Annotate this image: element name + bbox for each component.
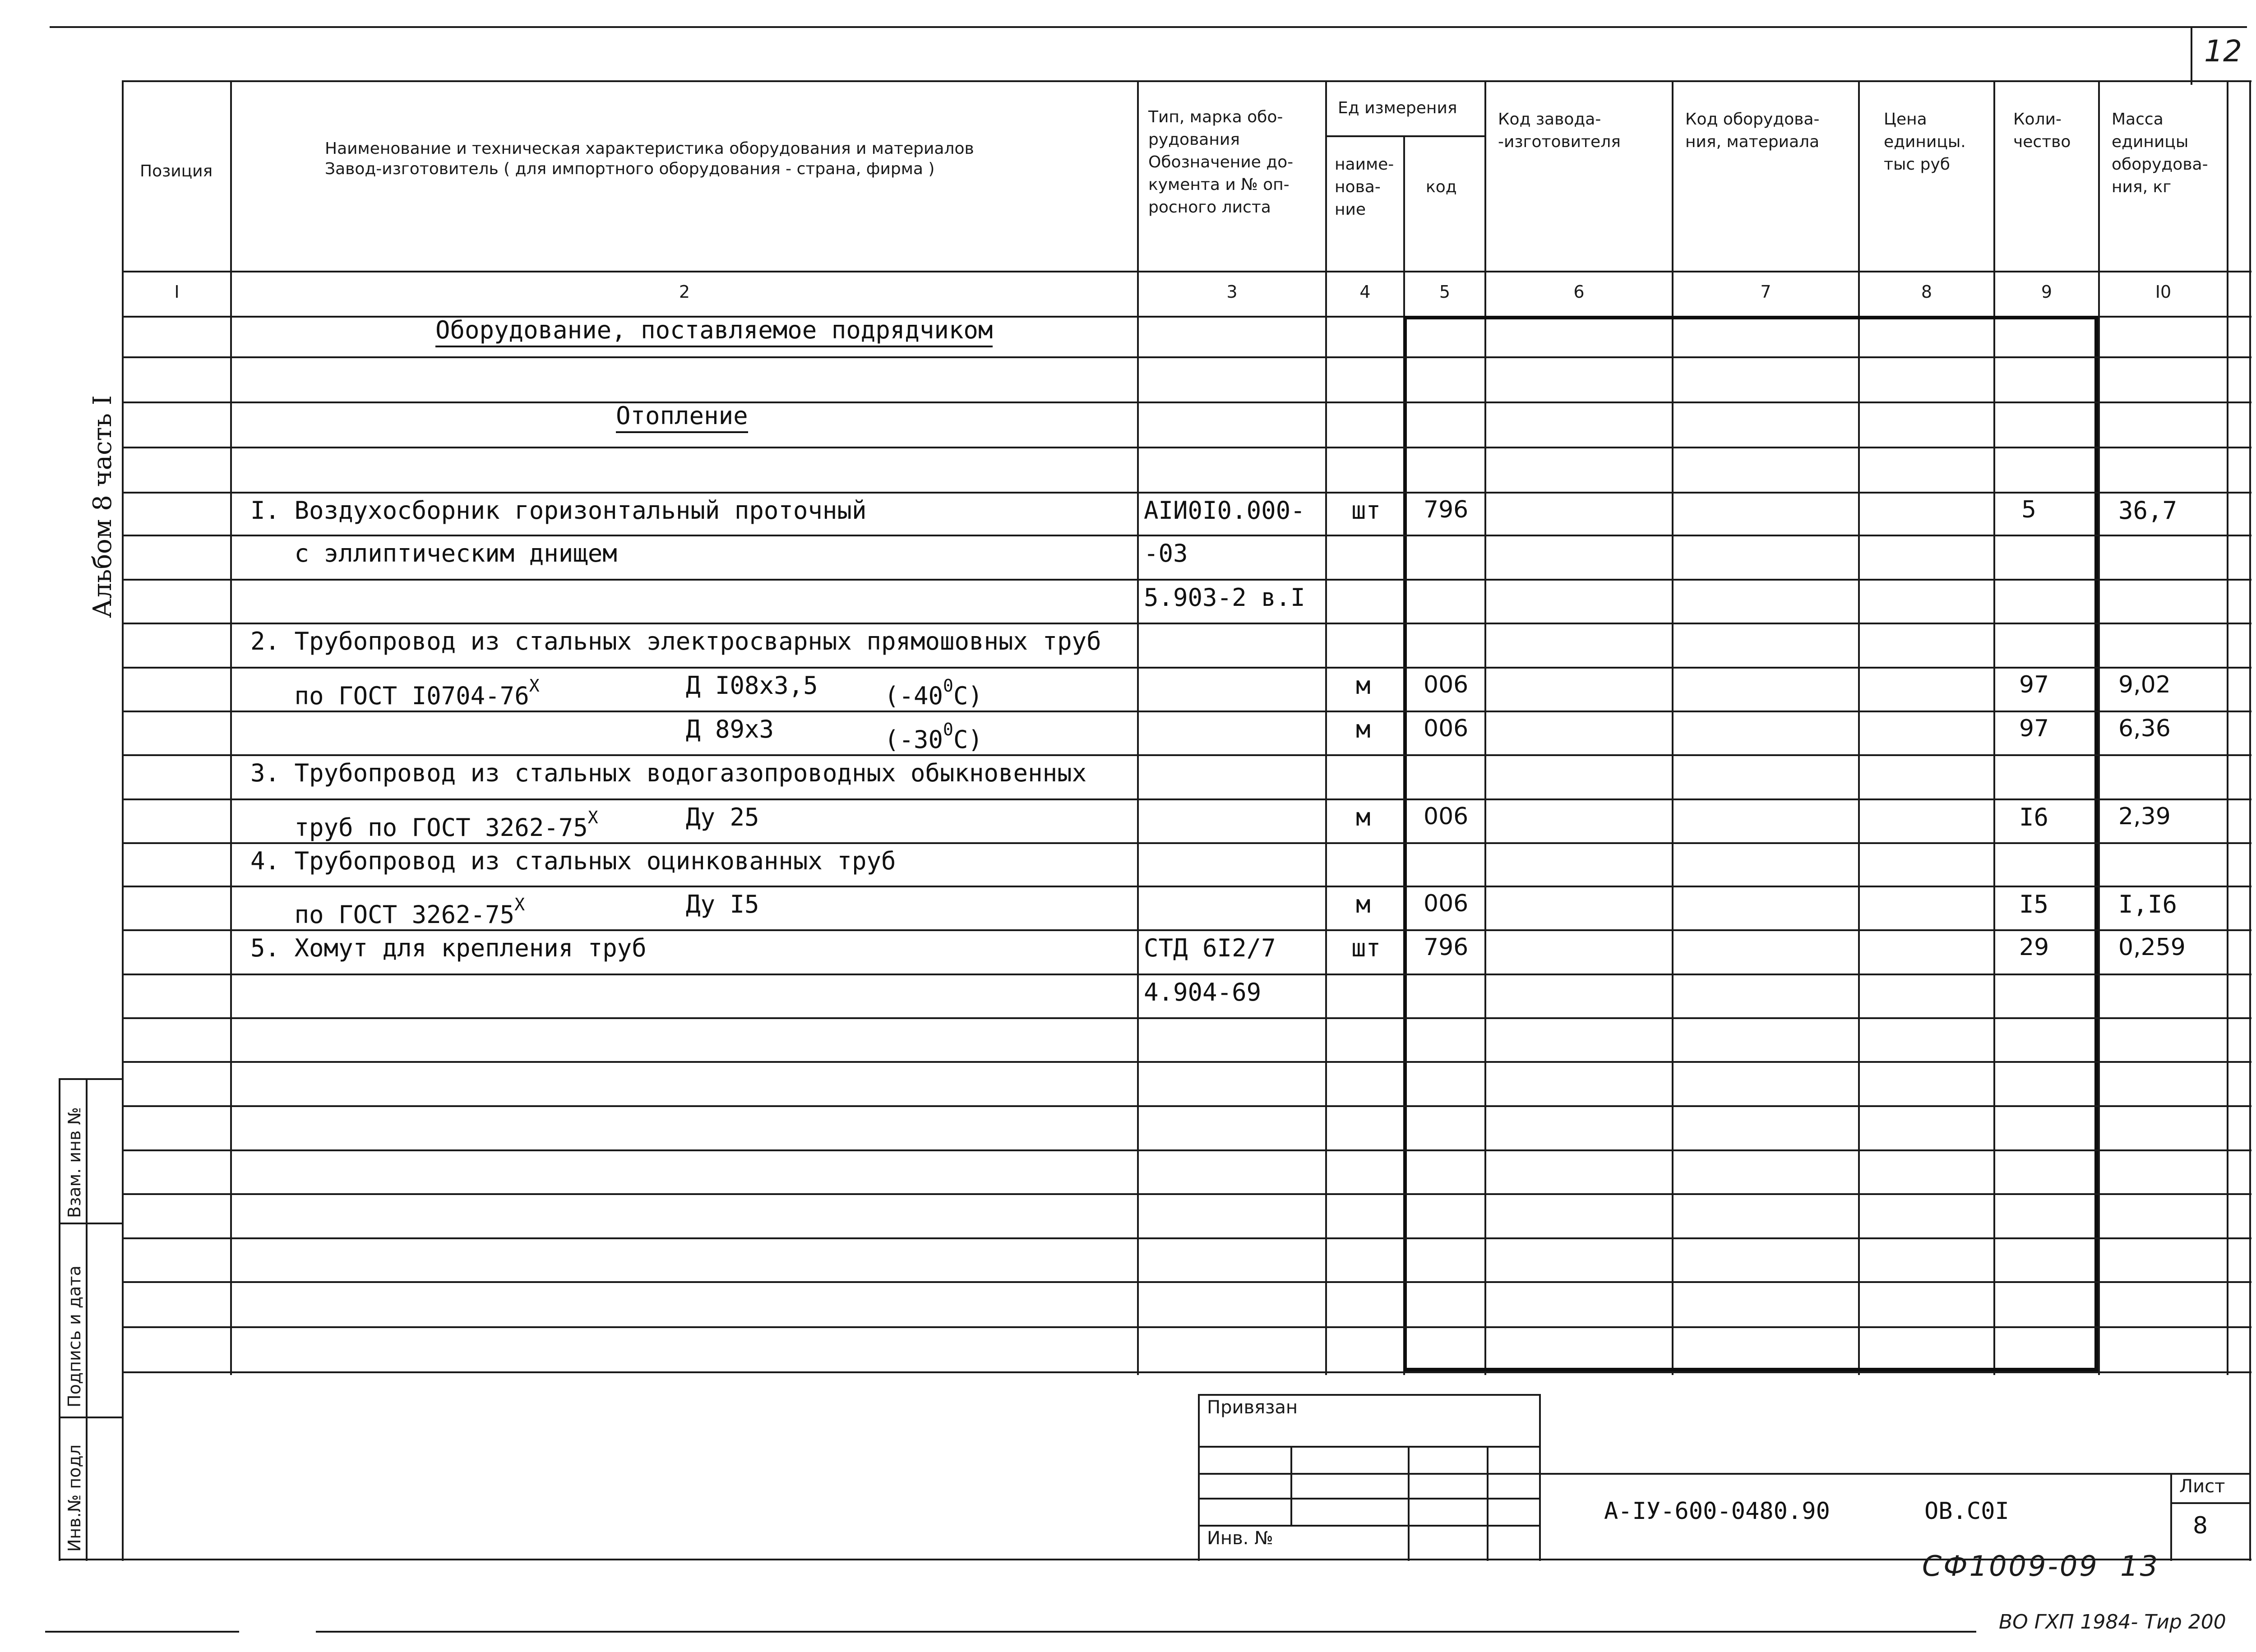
margin-label-original-inv: Инв.№ подл — [65, 1444, 84, 1552]
item-dimension: Д 89х3 — [686, 715, 774, 743]
item-temperature-unit: С) — [953, 725, 983, 754]
header-mass-line: единицы — [2112, 133, 2189, 151]
item-quantity: I6 — [2019, 803, 2049, 831]
header-factory-code-line: Код завода- — [1498, 110, 1601, 129]
header-type — [1148, 106, 1293, 219]
document-code: А-IУ-600-0480.90 — [1604, 1498, 1830, 1525]
item-name-text: по ГОСТ I0704-76 — [250, 682, 529, 710]
header-factory-code-line: -изготовителя — [1498, 133, 1621, 151]
column-number: 7 — [1760, 282, 1771, 302]
header-type-line: Тип, марка обо- — [1148, 108, 1283, 126]
margin-label-replace-inv: Взам. инв № — [65, 1107, 84, 1218]
item-name: с эллиптическим днищем — [250, 539, 617, 568]
item-unit: шт — [1351, 496, 1381, 525]
column-number: 4 — [1359, 282, 1371, 302]
sheet-box-divider — [2170, 1502, 2251, 1504]
item-temperature — [884, 715, 983, 754]
header-quantity-line: чество — [2013, 133, 2071, 151]
title-block-top — [1539, 1473, 2249, 1475]
row-line — [122, 492, 2251, 494]
col-divider-3 — [1325, 80, 1327, 1375]
item-unit-code: 796 — [1424, 496, 1469, 523]
album-label: Альбом 8 часть I — [88, 395, 117, 618]
row-line — [122, 623, 2251, 624]
row-line — [122, 579, 2251, 581]
item-unit: м — [1356, 890, 1371, 918]
column-number: 3 — [1226, 282, 1238, 302]
header-name-line2: Завод-изготовитель ( для импортного оборудования - страна, фирма ) — [325, 160, 935, 178]
header-unit-group: Ед измерения — [1338, 99, 1457, 117]
column-number: 9 — [2041, 282, 2053, 302]
item-name-superscript: X — [514, 895, 525, 914]
item-temperature-text: (-30 — [884, 725, 943, 754]
row-line — [122, 535, 2251, 536]
stamp-inv-number-label: Инв. № — [1207, 1528, 1273, 1549]
row-line — [122, 1017, 2251, 1019]
stamp-col-line — [1487, 1446, 1489, 1561]
item-name: 3. Трубопровод из стальных водогазопроводных обыкновенных — [250, 759, 1087, 787]
item-type: 5.903-2 в.I — [1144, 583, 1305, 612]
row-line — [122, 667, 2251, 669]
header-name-line1: Наименование и техническая характеристика оборудования и материалов — [325, 139, 974, 158]
item-dimension: Д I08х3,5 — [686, 671, 818, 700]
row-line — [122, 1061, 2251, 1063]
header-mass-line: Масса — [2112, 110, 2164, 129]
stamp-col-line — [1408, 1446, 1410, 1561]
item-name-superscript: X — [529, 676, 540, 696]
item-unit-code: 796 — [1424, 934, 1469, 961]
item-name-text: по ГОСТ 3262-75 — [250, 900, 515, 929]
item-temperature — [884, 671, 983, 711]
page-number: 12 — [2204, 34, 2242, 69]
item-mass: 6,36 — [2118, 715, 2171, 742]
item-unit: м — [1356, 803, 1371, 831]
item-name: 4. Трубопровод из стальных оцинкованных труб — [250, 847, 896, 875]
item-temperature-degree: 0 — [943, 676, 953, 696]
item-dimension: Ду I5 — [686, 890, 759, 918]
item-unit-code: 006 — [1424, 671, 1469, 698]
item-quantity: 29 — [2019, 934, 2049, 961]
row-line — [122, 886, 2251, 887]
item-name: I. Воздухосборник горизонтальный проточный — [250, 496, 867, 525]
table-left — [122, 80, 124, 1561]
item-name-superscript: X — [587, 808, 598, 827]
document-mark: ОВ.С0I — [1924, 1498, 2009, 1525]
row-line — [122, 401, 2251, 403]
header-price-line: Цена — [1884, 110, 1927, 129]
sheet-number: 8 — [2193, 1512, 2208, 1539]
item-type: 4.904-69 — [1144, 978, 1262, 1006]
margin-stamp-line — [59, 1417, 124, 1418]
header-mass-line: оборудова- — [2112, 155, 2208, 174]
row-line — [122, 929, 2251, 931]
item-name — [250, 803, 598, 842]
item-mass: 0,259 — [2118, 934, 2186, 961]
col-divider-2 — [1137, 80, 1139, 1375]
item-type: АIИ0I0.000- — [1144, 496, 1305, 525]
item-unit-code: 006 — [1424, 715, 1469, 742]
item-name-text: труб по ГОСТ 3262-75 — [250, 813, 588, 842]
stamp-top — [1198, 1394, 1541, 1396]
col-divider-10 — [2227, 80, 2228, 1375]
header-price — [1884, 108, 1966, 176]
row-line — [122, 711, 2251, 712]
header-type-line: росного листа — [1148, 198, 1271, 217]
item-temperature-unit: С) — [953, 682, 983, 710]
header-bottom — [122, 271, 2251, 272]
item-mass: 36,7 — [2118, 496, 2177, 525]
item-unit-code: 006 — [1424, 803, 1469, 830]
row-line — [122, 1237, 2251, 1239]
header-unit-name-line: нова- — [1335, 178, 1381, 196]
stamp-row-line — [1198, 1473, 1541, 1475]
column-number: I — [174, 282, 180, 302]
header-factory-code — [1498, 108, 1621, 153]
header-unit-code: код — [1426, 178, 1457, 196]
margin-stamp-line — [59, 1078, 124, 1080]
stamp-row-line — [1198, 1525, 1541, 1527]
item-unit-code: 006 — [1424, 890, 1469, 917]
col-divider-9 — [2098, 80, 2100, 1375]
stamp-row-line — [1198, 1498, 1541, 1500]
print-run-note: ВО ГХП 1984- Тир 200 — [1999, 1610, 2226, 1634]
item-quantity: I5 — [2019, 890, 2049, 918]
row-line — [122, 1326, 2251, 1328]
item-name: 5. Хомут для крепления труб — [250, 934, 647, 962]
row-line — [122, 1281, 2251, 1283]
row-line — [122, 1105, 2251, 1107]
header-price-line: тыс руб — [1884, 155, 1950, 174]
item-type: -03 — [1144, 539, 1188, 568]
column-number: 5 — [1439, 282, 1451, 302]
margin-stamp-line — [59, 1223, 124, 1224]
sheet-label: Лист — [2179, 1476, 2225, 1497]
header-quantity — [2013, 108, 2071, 153]
row-line — [122, 754, 2251, 756]
column-number: I0 — [2155, 282, 2172, 302]
item-dimension: Ду 25 — [686, 803, 759, 831]
row-line — [122, 356, 2251, 358]
header-unit-name-line: наиме- — [1335, 155, 1394, 174]
item-mass: I,I6 — [2118, 890, 2177, 918]
stamp-right — [1539, 1394, 1541, 1561]
row-line — [122, 447, 2251, 448]
item-unit: м — [1356, 715, 1371, 743]
header-mass — [2112, 108, 2208, 198]
item-mass: 2,39 — [2118, 803, 2171, 830]
subsection-title: Отопление — [616, 401, 748, 433]
table-right — [2249, 80, 2251, 1561]
item-unit: шт — [1351, 934, 1381, 962]
item-quantity: 5 — [2021, 496, 2037, 523]
page-number-box-left — [2191, 26, 2192, 85]
item-quantity: 97 — [2019, 715, 2049, 742]
stamp-col-line — [1290, 1446, 1292, 1525]
header-unit-name-line: ние — [1335, 200, 1366, 219]
table-body-bottom — [122, 1371, 2251, 1373]
col-divider-1 — [230, 80, 232, 1375]
bottom-border-left — [45, 1631, 239, 1633]
unit-group-divider — [1325, 135, 1486, 137]
column-number: 6 — [1573, 282, 1585, 302]
header-equipment-code-line: Код оборудова- — [1685, 110, 1820, 129]
item-name — [250, 890, 525, 929]
column-number: 8 — [1921, 282, 1932, 302]
sheet-box-left — [2170, 1473, 2172, 1561]
section-title: Оборудование, поставляемое подрядчиком — [435, 316, 993, 347]
row-line — [122, 842, 2251, 844]
header-equipment-code — [1685, 108, 1820, 153]
stamp-attached-label: Привязан — [1207, 1397, 1298, 1418]
header-equipment-code-line: ния, материала — [1685, 133, 1820, 151]
item-mass: 9,02 — [2118, 671, 2171, 698]
item-name: 2. Трубопровод из стальных электросварных прямошовных труб — [250, 627, 1101, 655]
margin-stamp-left — [59, 1078, 60, 1561]
header-quantity-line: Коли- — [2013, 110, 2062, 129]
item-type: СТД 6I2/7 — [1144, 934, 1276, 962]
item-temperature-text: (-40 — [884, 682, 943, 710]
header-mass-line: ния, кг — [2112, 178, 2172, 196]
column-number: 2 — [679, 282, 690, 302]
archive-code: СФ1009-09 13 — [1922, 1550, 2160, 1583]
header-unit-name — [1335, 153, 1394, 221]
row-line — [122, 974, 2251, 975]
margin-stamp-mid — [86, 1078, 88, 1561]
bottom-border-right — [316, 1631, 1976, 1633]
header-position: Позиция — [140, 162, 213, 180]
header-type-line: кумента и № оп- — [1148, 175, 1290, 194]
table-top — [122, 80, 2251, 82]
row-line — [122, 1193, 2251, 1195]
header-price-line: единицы. — [1884, 133, 1966, 151]
item-temperature-degree: 0 — [943, 720, 953, 739]
stamp-row-line — [1198, 1446, 1541, 1448]
row-line — [122, 798, 2251, 800]
top-border — [50, 26, 2247, 28]
item-quantity: 97 — [2019, 671, 2049, 698]
header-type-line: рудования — [1148, 130, 1240, 149]
item-unit: м — [1356, 671, 1371, 700]
header-type-line: Обозначение до- — [1148, 153, 1294, 171]
margin-label-signature-date: Подпись и дата — [65, 1265, 84, 1407]
item-name — [250, 671, 540, 711]
stamp-left — [1198, 1394, 1200, 1561]
row-line — [122, 1149, 2251, 1151]
